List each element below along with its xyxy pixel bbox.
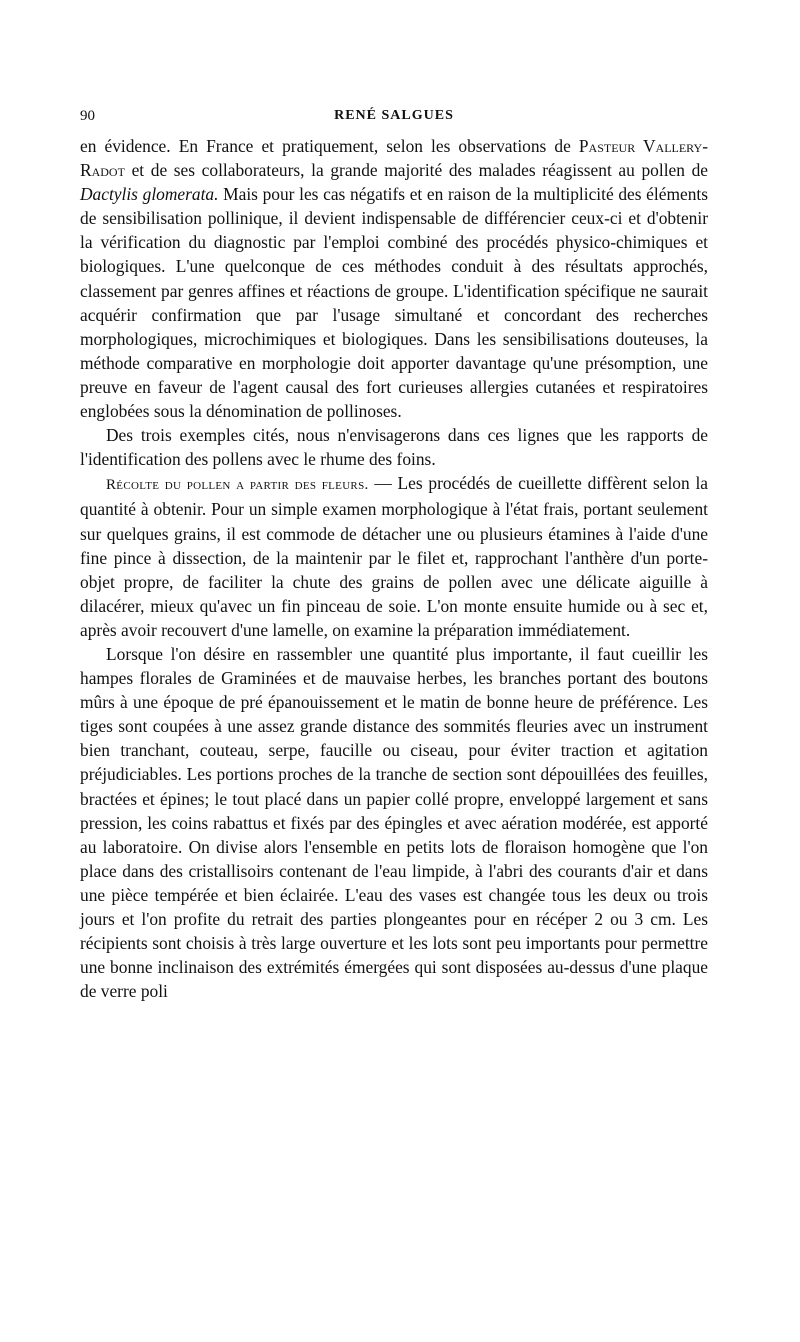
- paragraph-1-text-c: Mais pour les cas négatifs et en raison de la multiplicité des éléments de sensibilisation pollinique, il devient indispensable de différencier ceux-ci et d'obtenir la vérification du diagnostic par l'emploi combiné des procédés physico-chimiques et biologiques. L'une quelconque de ces méthodes conduit à des résultats approchés, classement par genres affines et réactions de groupe. L'identification spécifique ne saurait acquérir confirmation que par l'usage simultané et concordant des recherches morphologiques, microchimiques et biologiques. Dans les sensibilisations douteuses, la méthode comparative en morphologie doit apporter davantage qu'une présomption, une preuve en faveur de l'agent causal des fort curieuses allergies cutanées et respiratoires englobées sous la dénomination de pollinoses.: [80, 184, 708, 422]
- paragraph-4: Lorsque l'on désire en rassembler une quantité plus importante, il faut cueillir les hampes florales de Graminées et de mauvaise herbes, les branches portant des boutons mûrs à une époque de pré épanouissement et le matin de bonne heure de préférence. Les tiges sont coupées à une assez grande distance des sommités fleuries avec un instrument bien tranchant, couteau, serpe, faucille ou ciseau, pour éviter traction et agitation préjudiciables. Les portions proches de la tranche de section sont dépouillées des feuilles, bractées et épines; le tout placé dans un papier collé propre, enveloppé largement et sans pression, les coins rabattus et fixés par des épingles et avec aération modérée, est apporté au laboratoire. On divise alors l'ensemble en petits lots de floraison homogène que l'on place dans des cristallisoirs contenant de l'eau limpide, à l'abri des courants d'air et dans une pièce tempérée et bien éclairée. L'eau des vases est changée tous les deux ou trois jours et l'on profite du retrait des parties plongeantes pour en récéper 2 ou 3 cm. Les récipients sont choisis à très large ouverture et les lots sont peu importants pour permettre une bonne inclinaison des extrémités émergées qui sont disposées au-dessus d'une plaque de verre poli: [80, 643, 708, 1002]
- page-number: 90: [80, 108, 95, 124]
- book-page: [80, 104, 708, 1003]
- paragraph-2: Des trois exemples cités, nous n'envisagerons dans ces lignes que les rapports de l'identification des pollens avec le rhume des foins.: [80, 425, 708, 470]
- species-name: Dactylis glomerata.: [80, 184, 219, 205]
- paragraph-3-text: — Les procédés de cueillette diffèrent selon la quantité à obtenir. Pour un simple examen morphologique à l'état frais, portant seulement sur quelques grains, il est commode de détacher une ou plusieurs étamines à l'aide d'une fine pince à dissection, de la maintenir par le filet et, rapprochant l'anthère d'un porte-objet propre, de faciliter la chute des grains de pollen avec une délicate aiguille à dilacérer, mieux qu'avec un fin pinceau de soie. L'on monte ensuite humide ou à sec et, après avoir recouvert d'une lamelle, on examine la préparation immédiatement.: [80, 473, 708, 640]
- author-names: Pasteur Vallery-Radot: [80, 136, 708, 181]
- page-header: [80, 104, 708, 134]
- paragraph-1-text-a: en évidence. En France et pratiquement, selon les observations de: [80, 136, 579, 156]
- paragraph-1: [80, 134, 708, 423]
- paragraph-1-text-b: et de ses collaborateurs, la grande majorité des malades réagissent au pollen de: [124, 160, 708, 181]
- running-title: RENÉ SALGUES: [334, 108, 454, 123]
- section-heading: Récolte du pollen a partir des fleurs.: [106, 477, 369, 494]
- paragraph-3: [80, 471, 708, 642]
